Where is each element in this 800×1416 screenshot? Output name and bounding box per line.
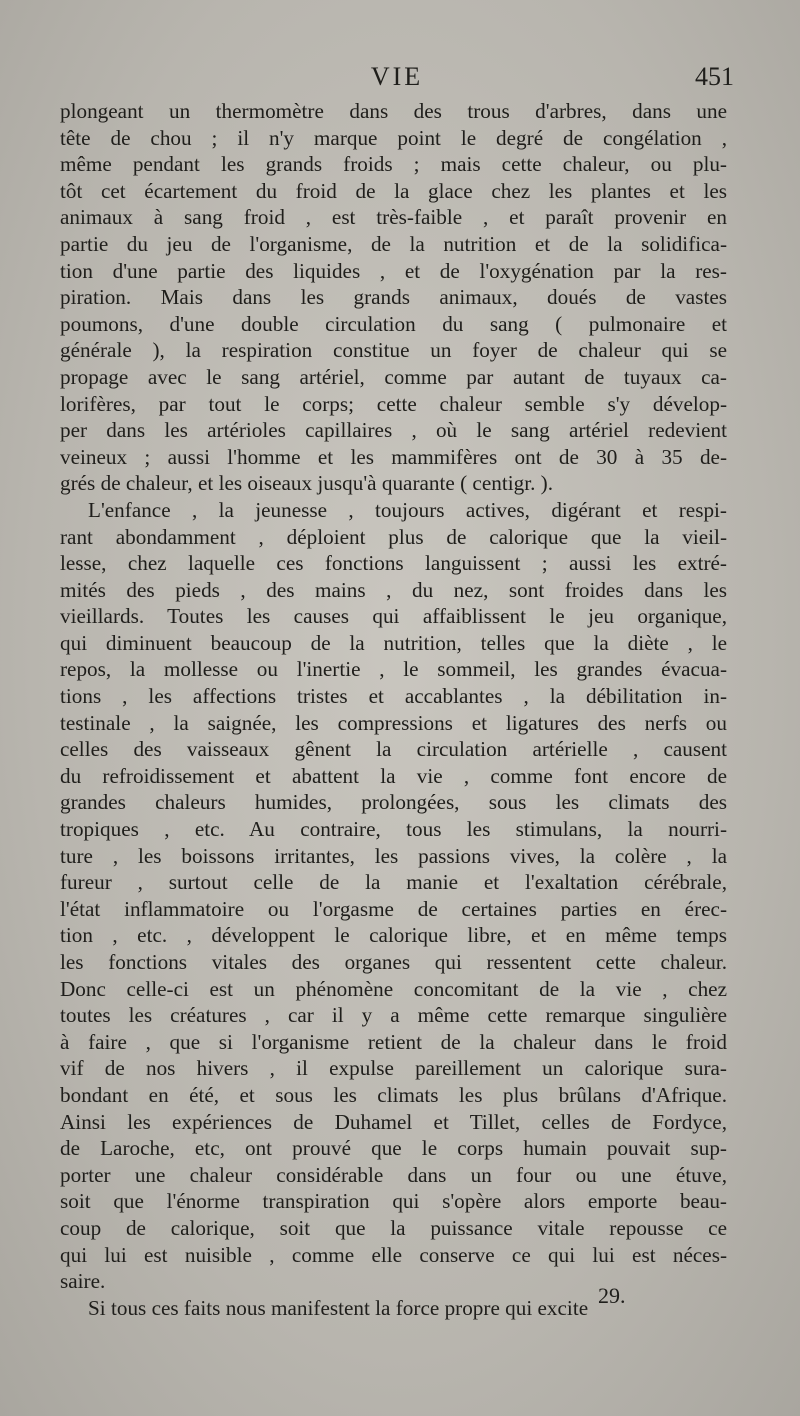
text-line: de Laroche, etc, ont prouvé que le corps humain pouvait sup- xyxy=(60,1136,727,1161)
text-line: les fonctions vitales des organes qui ressentent cette chaleur. xyxy=(60,950,727,974)
text-line: grés de chaleur, et les oiseaux jusqu'à quarante ( centigr. ). xyxy=(60,471,554,496)
text-line: Ainsi les expériences de Duhamel et Tillet, celles de Fordyce, xyxy=(60,1109,727,1134)
text-line: ture , les boissons irritantes, les passions vives, la colère , la xyxy=(60,843,727,868)
text-line: générale ), la respiration constitue un foyer de chaleur qui se xyxy=(60,338,727,363)
text-line: lesse, chez laquelle ces fonctions languissent ; aussi les extré- xyxy=(60,551,727,576)
text-line: qui diminuent beaucoup de la nutrition, telles que la diète , le xyxy=(60,630,727,655)
text-line: toutes les créatures , car il y a même cette remarque singulière xyxy=(60,1003,727,1028)
text-line: qui lui est nuisible , comme elle conserve ce qui lui est néces- xyxy=(60,1242,727,1267)
signature-mark: 29. xyxy=(598,1283,626,1308)
text-line: à faire , que si l'organisme retient de la chaleur dans le froid xyxy=(60,1029,727,1054)
text-line: repos, la mollesse ou l'inertie , le sommeil, les grandes évacua- xyxy=(60,657,727,682)
body-text xyxy=(60,98,727,1321)
text-line: testinale , la saignée, les compressions et ligatures des nerfs ou xyxy=(60,710,727,735)
text-line: saire. xyxy=(60,1269,106,1294)
page-number: 451 xyxy=(695,62,734,91)
text-line: porter une chaleur considérable dans un four ou une étuve, xyxy=(60,1162,727,1187)
text-line: piration. Mais dans les grands animaux, doués de vastes xyxy=(60,285,727,310)
text-line: l'état inflammatoire ou l'orgasme de certaines parties en érec- xyxy=(60,896,727,921)
running-title: VIE xyxy=(370,62,424,91)
text-line: animaux à sang froid , est très-faible , et paraît provenir en xyxy=(60,205,727,230)
text-line: tropiques , etc. Au contraire, tous les stimulans, la nourri- xyxy=(60,817,727,842)
text-line: vif de nos hivers , il expulse pareillement un calorique sura- xyxy=(60,1056,727,1081)
text-line: celles des vaisseaux gênent la circulation artérielle , causent xyxy=(60,737,727,762)
page-header xyxy=(62,60,732,100)
text-line: tôt cet écartement du froid de la glace chez les plantes et les xyxy=(60,178,727,203)
text-line: fureur , surtout celle de la manie et l'exaltation cérébrale, xyxy=(60,870,727,895)
text-line: Si tous ces faits nous manifestent la force propre qui excite xyxy=(88,1295,589,1320)
text-line: du refroidissement et abattent la vie , comme font encore de xyxy=(60,763,727,788)
text-line: mités des pieds , des mains , du nez, sont froides dans les xyxy=(60,577,727,602)
text-line: plongeant un thermomètre dans des trous d'arbres, dans une xyxy=(60,99,727,123)
text-line: tion , etc. , développent le calorique libre, et en même temps xyxy=(60,923,727,948)
text-line: Donc celle-ci est un phénomène concomitant de la vie , chez xyxy=(60,976,727,1001)
text-line: même pendant les grands froids ; mais cette chaleur, ou plu- xyxy=(60,152,727,177)
text-line: vieillards. Toutes les causes qui affaiblissent le jeu organique, xyxy=(60,604,727,629)
text-line: tions , les affections tristes et accablantes , la débilitation in- xyxy=(60,684,727,709)
text-line: tête de chou ; il n'y marque point le degré de congélation , xyxy=(60,125,727,150)
text-line: rant abondamment , déploient plus de calorique que la vieil- xyxy=(60,524,727,549)
text-line: lorifères, par tout le corps; cette chaleur semble s'y dévelop- xyxy=(60,391,727,416)
text-line: veineux ; aussi l'homme et les mammifères ont de 30 à 35 de- xyxy=(60,444,727,469)
text-line: tion d'une partie des liquides , et de l'oxygénation par la res- xyxy=(60,258,727,283)
text-line: bondant en été, et sous les climats les plus brûlans d'Afrique. xyxy=(60,1082,727,1107)
text-line: soit que l'énorme transpiration qui s'opère alors emporte beau- xyxy=(60,1189,727,1214)
text-line: per dans les artérioles capillaires , où le sang artériel redevient xyxy=(60,418,727,443)
text-line: grandes chaleurs humides, prolongées, sous les climats des xyxy=(60,790,727,815)
text-line: L'enfance , la jeunesse , toujours actives, digérant et respi- xyxy=(88,497,727,522)
text-line: partie du jeu de l'organisme, de la nutrition et de la solidifica- xyxy=(60,231,727,256)
text-line: coup de calorique, soit que la puissance vitale repousse ce xyxy=(60,1215,727,1240)
text-line: propage avec le sang artériel, comme par autant de tuyaux ca- xyxy=(60,364,727,389)
text-line: poumons, d'une double circulation du sang ( pulmonaire et xyxy=(60,311,727,336)
